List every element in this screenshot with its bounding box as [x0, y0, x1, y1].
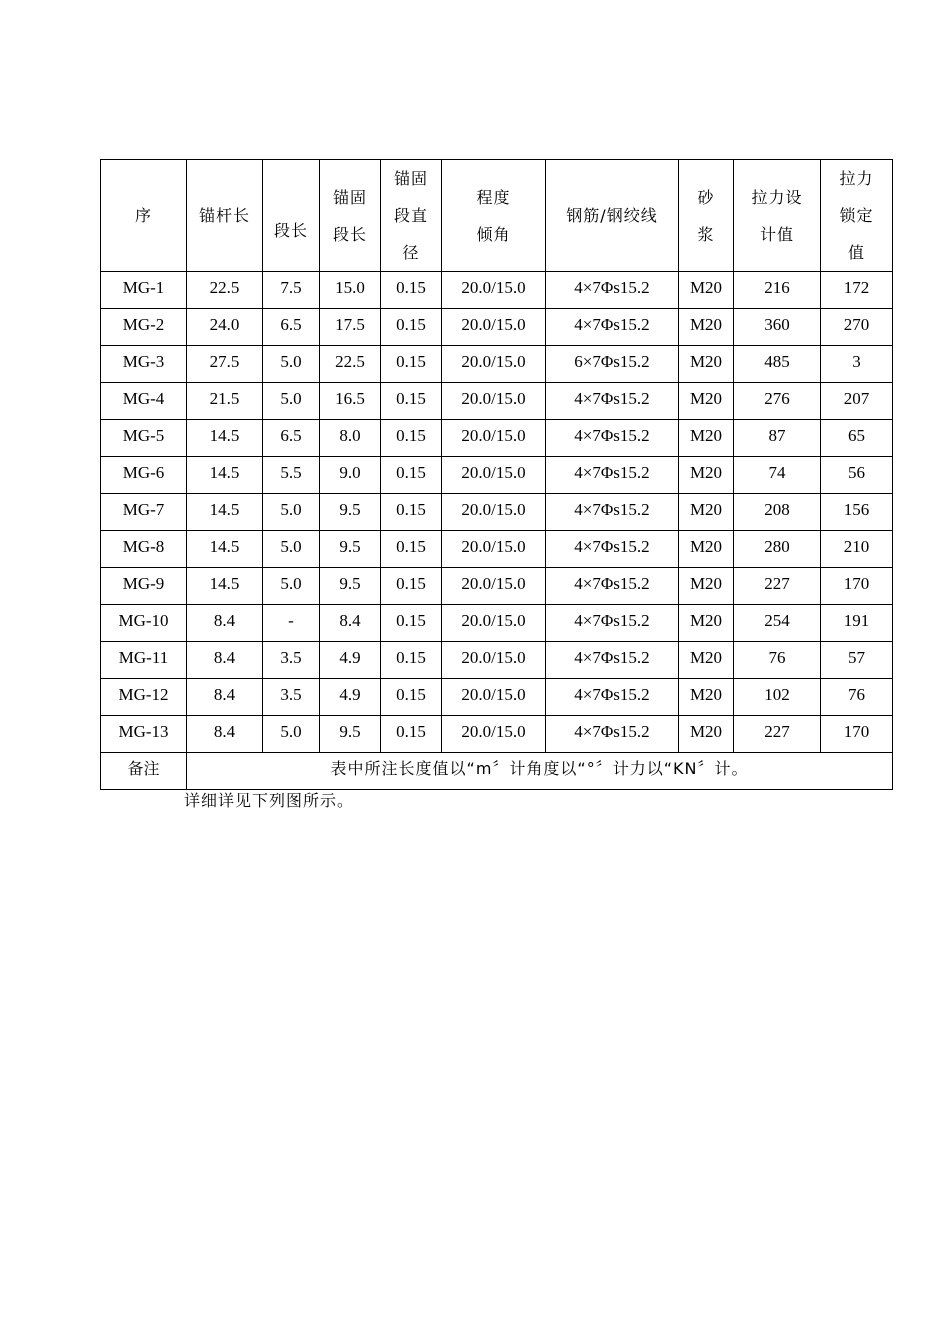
- cell-lock-tension: 207: [821, 383, 893, 420]
- table-row: [101, 568, 893, 605]
- cell-inclination: 20.0/15.0: [442, 568, 546, 605]
- cell-anchor-length: 14.5: [187, 531, 263, 568]
- cell-steel-strand: 4×7Φs15.2: [546, 383, 679, 420]
- cell-steel-strand: 4×7Φs15.2: [546, 494, 679, 531]
- footer-note: 详细详见下列图所示。: [184, 791, 355, 810]
- cell-anchorage-length: 9.5: [320, 531, 381, 568]
- cell-anchorage-length: 8.0: [320, 420, 381, 457]
- table-row: [101, 716, 893, 753]
- cell-design-tension: 76: [734, 642, 821, 679]
- cell-index: MG-7: [101, 494, 187, 531]
- cell-segment-length: 5.0: [263, 383, 320, 420]
- cell-anchor-length: 24.0: [187, 309, 263, 346]
- table-row: [101, 531, 893, 568]
- cell-lock-tension: 170: [821, 716, 893, 753]
- cell-design-tension: 485: [734, 346, 821, 383]
- cell-index: MG-4: [101, 383, 187, 420]
- table-row: [101, 272, 893, 309]
- cell-index: MG-1: [101, 272, 187, 309]
- cell-index: MG-2: [101, 309, 187, 346]
- cell-inclination: 20.0/15.0: [442, 272, 546, 309]
- cell-mortar: M20: [679, 457, 734, 494]
- cell-anchorage-length: 8.4: [320, 605, 381, 642]
- cell-index: MG-11: [101, 642, 187, 679]
- cell-index: MG-13: [101, 716, 187, 753]
- cell-steel-strand: 4×7Φs15.2: [546, 457, 679, 494]
- cell-design-tension: 102: [734, 679, 821, 716]
- cell-design-tension: 74: [734, 457, 821, 494]
- cell-anchorage-diameter: 0.15: [381, 716, 442, 753]
- cell-steel-strand: 4×7Φs15.2: [546, 272, 679, 309]
- header-cell-design-tension: 拉力设 计值: [734, 160, 821, 272]
- header-cell-inclination: 程度 倾角: [442, 160, 546, 272]
- table-row: [101, 346, 893, 383]
- header-cell-mortar: 砂 浆: [679, 160, 734, 272]
- cell-anchorage-length: 9.5: [320, 494, 381, 531]
- cell-anchorage-diameter: 0.15: [381, 457, 442, 494]
- header-cell-lock-tension: 拉力 锁定 值: [821, 160, 893, 272]
- cell-lock-tension: 57: [821, 642, 893, 679]
- header-cell-anchorage-diameter: 锚固 段直 径: [381, 160, 442, 272]
- cell-inclination: 20.0/15.0: [442, 605, 546, 642]
- cell-design-tension: 227: [734, 568, 821, 605]
- cell-index: MG-12: [101, 679, 187, 716]
- cell-anchorage-length: 9.5: [320, 716, 381, 753]
- cell-segment-length: 7.5: [263, 272, 320, 309]
- cell-anchorage-diameter: 0.15: [381, 642, 442, 679]
- cell-index: MG-5: [101, 420, 187, 457]
- cell-anchorage-length: 4.9: [320, 679, 381, 716]
- cell-mortar: M20: [679, 531, 734, 568]
- table-row: [101, 420, 893, 457]
- cell-anchorage-diameter: 0.15: [381, 383, 442, 420]
- cell-steel-strand: 4×7Φs15.2: [546, 531, 679, 568]
- header-cell-anchorage-length: 锚固 段长: [320, 160, 381, 272]
- cell-index: MG-9: [101, 568, 187, 605]
- cell-anchor-length: 22.5: [187, 272, 263, 309]
- remark-label: 备注: [101, 753, 187, 790]
- cell-design-tension: 254: [734, 605, 821, 642]
- cell-inclination: 20.0/15.0: [442, 679, 546, 716]
- cell-mortar: M20: [679, 679, 734, 716]
- table-row: [101, 605, 893, 642]
- table-row: [101, 383, 893, 420]
- table-row: [101, 642, 893, 679]
- cell-anchorage-diameter: 0.15: [381, 309, 442, 346]
- anchor-parameter-table: [100, 159, 893, 790]
- remark-text: 表中所注长度值以“m〞计角度以“°〞计力以“KN〞计。: [187, 753, 893, 790]
- cell-inclination: 20.0/15.0: [442, 346, 546, 383]
- cell-mortar: M20: [679, 420, 734, 457]
- cell-segment-length: 5.0: [263, 494, 320, 531]
- cell-anchorage-length: 16.5: [320, 383, 381, 420]
- cell-anchor-length: 14.5: [187, 494, 263, 531]
- table-header-row: [101, 160, 893, 272]
- cell-lock-tension: 191: [821, 605, 893, 642]
- cell-mortar: M20: [679, 309, 734, 346]
- cell-segment-length: 5.0: [263, 568, 320, 605]
- cell-anchorage-diameter: 0.15: [381, 679, 442, 716]
- cell-lock-tension: 156: [821, 494, 893, 531]
- cell-inclination: 20.0/15.0: [442, 383, 546, 420]
- table-row: [101, 494, 893, 531]
- cell-anchor-length: 8.4: [187, 605, 263, 642]
- cell-segment-length: 5.0: [263, 716, 320, 753]
- cell-anchor-length: 14.5: [187, 568, 263, 605]
- cell-inclination: 20.0/15.0: [442, 531, 546, 568]
- cell-anchorage-diameter: 0.15: [381, 568, 442, 605]
- cell-steel-strand: 4×7Φs15.2: [546, 568, 679, 605]
- header-cell-anchor-length: 锚杆长: [187, 160, 263, 272]
- cell-lock-tension: 76: [821, 679, 893, 716]
- cell-steel-strand: 4×7Φs15.2: [546, 420, 679, 457]
- cell-mortar: M20: [679, 494, 734, 531]
- cell-anchorage-diameter: 0.15: [381, 420, 442, 457]
- cell-steel-strand: 4×7Φs15.2: [546, 679, 679, 716]
- cell-mortar: M20: [679, 383, 734, 420]
- cell-anchorage-diameter: 0.15: [381, 531, 442, 568]
- cell-index: MG-8: [101, 531, 187, 568]
- header-cell-index: 序: [101, 160, 187, 272]
- cell-steel-strand: 4×7Φs15.2: [546, 642, 679, 679]
- cell-anchor-length: 14.5: [187, 457, 263, 494]
- cell-anchorage-length: 15.0: [320, 272, 381, 309]
- cell-inclination: 20.0/15.0: [442, 457, 546, 494]
- cell-design-tension: 227: [734, 716, 821, 753]
- cell-inclination: 20.0/15.0: [442, 309, 546, 346]
- cell-segment-length: 5.0: [263, 531, 320, 568]
- cell-design-tension: 360: [734, 309, 821, 346]
- cell-steel-strand: 4×7Φs15.2: [546, 716, 679, 753]
- cell-design-tension: 208: [734, 494, 821, 531]
- cell-anchor-length: 8.4: [187, 716, 263, 753]
- cell-mortar: M20: [679, 605, 734, 642]
- cell-design-tension: 276: [734, 383, 821, 420]
- cell-lock-tension: 172: [821, 272, 893, 309]
- cell-lock-tension: 65: [821, 420, 893, 457]
- cell-lock-tension: 210: [821, 531, 893, 568]
- cell-anchorage-diameter: 0.15: [381, 272, 442, 309]
- cell-index: MG-10: [101, 605, 187, 642]
- cell-design-tension: 216: [734, 272, 821, 309]
- cell-segment-length: 6.5: [263, 420, 320, 457]
- cell-steel-strand: 4×7Φs15.2: [546, 309, 679, 346]
- cell-lock-tension: 3: [821, 346, 893, 383]
- table-row: [101, 309, 893, 346]
- cell-anchorage-length: 9.0: [320, 457, 381, 494]
- cell-segment-length: 3.5: [263, 679, 320, 716]
- cell-lock-tension: 56: [821, 457, 893, 494]
- cell-segment-length: -: [263, 605, 320, 642]
- cell-anchorage-length: 4.9: [320, 642, 381, 679]
- cell-design-tension: 87: [734, 420, 821, 457]
- table-row: [101, 457, 893, 494]
- cell-steel-strand: 4×7Φs15.2: [546, 605, 679, 642]
- cell-mortar: M20: [679, 346, 734, 383]
- cell-steel-strand: 6×7Φs15.2: [546, 346, 679, 383]
- header-cell-segment-length: 段长: [263, 160, 320, 272]
- cell-inclination: 20.0/15.0: [442, 420, 546, 457]
- cell-mortar: M20: [679, 272, 734, 309]
- cell-anchorage-diameter: 0.15: [381, 346, 442, 383]
- cell-anchor-length: 8.4: [187, 679, 263, 716]
- cell-index: MG-3: [101, 346, 187, 383]
- cell-anchor-length: 8.4: [187, 642, 263, 679]
- cell-index: MG-6: [101, 457, 187, 494]
- cell-mortar: M20: [679, 568, 734, 605]
- cell-anchorage-diameter: 0.15: [381, 605, 442, 642]
- cell-design-tension: 280: [734, 531, 821, 568]
- cell-anchorage-length: 9.5: [320, 568, 381, 605]
- cell-anchor-length: 21.5: [187, 383, 263, 420]
- cell-segment-length: 5.0: [263, 346, 320, 383]
- cell-segment-length: 6.5: [263, 309, 320, 346]
- cell-anchorage-length: 22.5: [320, 346, 381, 383]
- cell-lock-tension: 170: [821, 568, 893, 605]
- cell-inclination: 20.0/15.0: [442, 494, 546, 531]
- cell-mortar: M20: [679, 716, 734, 753]
- cell-lock-tension: 270: [821, 309, 893, 346]
- cell-anchor-length: 14.5: [187, 420, 263, 457]
- cell-anchorage-length: 17.5: [320, 309, 381, 346]
- cell-inclination: 20.0/15.0: [442, 716, 546, 753]
- cell-anchorage-diameter: 0.15: [381, 494, 442, 531]
- remark-row: [101, 753, 893, 790]
- cell-segment-length: 3.5: [263, 642, 320, 679]
- header-cell-steel-strand: 钢筋/钢绞线: [546, 160, 679, 272]
- cell-segment-length: 5.5: [263, 457, 320, 494]
- cell-inclination: 20.0/15.0: [442, 642, 546, 679]
- cell-anchor-length: 27.5: [187, 346, 263, 383]
- cell-mortar: M20: [679, 642, 734, 679]
- table-row: [101, 679, 893, 716]
